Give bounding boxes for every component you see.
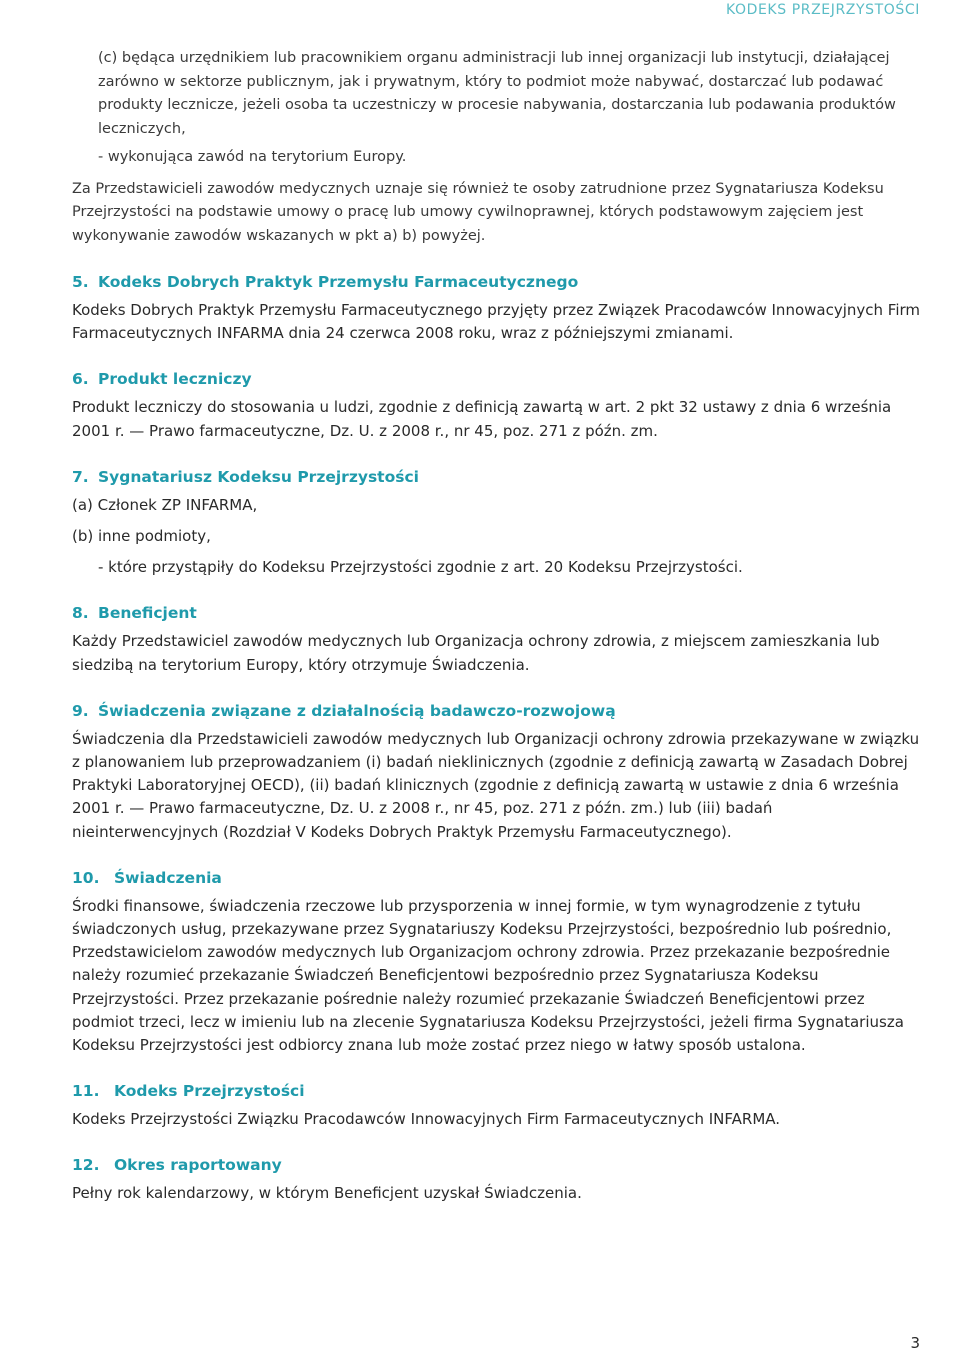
- section-text: Świadczenia dla Przedstawicieli zawodów medycznych lub Organizacji ochrony zdrowia przekazywane w związku z planowaniem lub przeprowadzaniem (i) badań nieklinicznych (zgodnie z definicją zawartą w Zasadach Dobrej Praktyki Laboratoryjnej OECD), (ii) badań klinicznych (zgodnie z definicją zawartą w ustawie z dnia 6 września 2001 r. — Prawo farmaceutyczne, Dz. U. z 2008 r., nr 45, poz. 271 z późn. zm.) lub (iii) badań nieinterwencyjnych (Rozdział V Kodeks Dobrych Praktyk Przemysłu Farmaceutycznego).: [72, 729, 920, 841]
- running-header: KODEKS PRZEJRZYSTOŚCI: [725, 2, 920, 18]
- section-5: [72, 271, 920, 345]
- list-item-a: (a) Członek ZP INFARMA,: [72, 495, 258, 514]
- section-text: Środki finansowe, świadczenia rzeczowe lub przysporzenia w innej formie, w tym wynagrodzenie z tytułu świadczonych usług, przekazywane przez Sygnatariuszy Kodeksu Przejrzystości, bezpośrednio lub pośrednio, Przedstawicielom zawodów medycznych lub Organizacjom ochrony zdrowia. Przez przekazanie bezpośrednie należy rozumieć przekazanie Świadczeń Beneficjentowi bezpośrednio przez Sygnatariusza Kodeksu Przejrzystości. Przez przekazanie pośrednie należy rozumieć przekazanie Świadczeń Beneficjentowi przez podmiot trzeci, lecz w imieniu lub na zlecenie Sygnatariusza Kodeksu Przejrzystości, jeżeli firma Sygnatariusza Kodeksu Przejrzystości jest odbiorcy znana lub może zostać przez niego w łatwy sposób ustalona.: [72, 896, 904, 1055]
- list-sub-bullet: - które przystąpiły do Kodeksu Przejrzystości zgodnie z art. 20 Kodeksu Przejrzystości.: [98, 558, 743, 577]
- section-heading: [72, 1154, 920, 1177]
- section-title: Kodeks Dobrych Praktyk Przemysłu Farmaceutycznego: [98, 273, 579, 291]
- section-title: Sygnatariusz Kodeksu Przejrzystości: [98, 467, 419, 486]
- section-text: Pełny rok kalendarzowy, w którym Beneficjent uzyskał Świadczenia.: [72, 1184, 582, 1203]
- definition-paragraph: Za Przedstawicieli zawodów medycznych uznaje się również te osoby zatrudnione przez Sygnatariusza Kodeksu Przejrzystości na podstawie umowy o pracę lub umowy cywilnoprawnej, których podstawowym zajęciem jest wykonywanie zawodów wskazanych w pkt a) b) powyżej.: [72, 180, 884, 244]
- section-title: Produkt leczniczy: [98, 370, 252, 389]
- section-heading: [72, 368, 920, 391]
- section-text: Kodeks Dobrych Praktyk Przemysłu Farmaceutycznego przyjęty przez Związek Pracodawców Innowacyjnych Firm Farmaceutycznych INFARMA dnia 24 czerwca 2008 roku, wraz z późniejszymi zmianami.: [72, 301, 920, 343]
- section-heading: [72, 1080, 920, 1103]
- section-number: 9.: [72, 701, 89, 720]
- section-heading: [72, 271, 920, 294]
- section-text: Produkt leczniczy do stosowania u ludzi, zgodnie z definicją zawartą w art. 2 pkt 32 ustawy z dnia 6 września 2001 r. — Prawo farmaceutyczne, Dz. U. z 2008 r., nr 45, poz. 271 z późn. zm.: [72, 398, 892, 440]
- list-item-b: (b) inne podmioty,: [72, 527, 211, 546]
- section-text: Kodeks Przejrzystości Związku Pracodawców Innowacyjnych Firm Farmaceutycznych INFARMA.: [72, 1110, 781, 1129]
- definition-item-c: (c) będąca urzędnikiem lub pracownikiem organu administracji lub innej organizacji lub instytucji, działającej zarówno w sektorze publicznym, jak i prywatnym, który to podmiot może nabywać, dostarczać lub podawać produkty lecznicze, jeżeli osoba ta uczestniczy w procesie nabywania, dostarczania lub podawania produktów leczniczych,: [98, 50, 896, 137]
- section-6: [72, 368, 920, 442]
- section-text: Każdy Przedstawiciel zawodów medycznych lub Organizacja ochrony zdrowia, z miejscem zamieszkania lub siedzibą na terytorium Europy, który otrzymuje Świadczenia.: [72, 632, 880, 674]
- section-9: [72, 700, 920, 844]
- section-title: Świadczenia: [114, 868, 222, 887]
- section-heading: [72, 466, 920, 489]
- page-number: 3: [910, 1334, 920, 1352]
- section-heading: [72, 700, 920, 723]
- definition-bullet: - wykonująca zawód na terytorium Europy.: [98, 149, 407, 165]
- section-10: [72, 867, 920, 1057]
- section-number: 5.: [72, 273, 89, 291]
- section-8: [72, 602, 920, 676]
- section-11: [72, 1080, 920, 1131]
- section-title: Kodeks Przejrzystości: [114, 1082, 305, 1101]
- section-number: 7.: [72, 467, 89, 486]
- section-7: [72, 466, 920, 580]
- section-12: [72, 1154, 920, 1205]
- section-title: Świadczenia związane z działalnością badawczo-rozwojową: [98, 701, 616, 720]
- document-body: [72, 47, 920, 1206]
- section-number: 11.: [72, 1082, 100, 1101]
- section-number: 10.: [72, 868, 100, 887]
- section-heading: [72, 602, 920, 625]
- section-title: Okres raportowany: [114, 1156, 282, 1175]
- section-number: 12.: [72, 1156, 100, 1175]
- section-number: 6.: [72, 370, 89, 389]
- section-heading: [72, 867, 920, 890]
- section-number: 8.: [72, 604, 89, 623]
- section-title: Beneficjent: [98, 604, 197, 623]
